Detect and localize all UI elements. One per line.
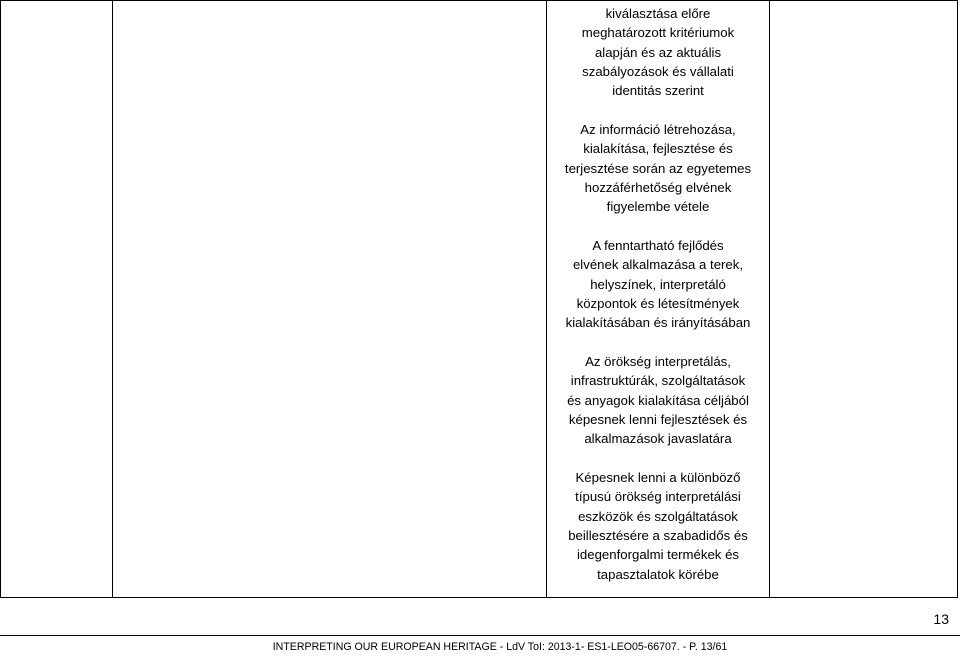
competency-cell bbox=[547, 4, 769, 584]
column-divider bbox=[112, 1, 113, 597]
page-number: 13 bbox=[933, 611, 949, 627]
footer-divider bbox=[0, 635, 960, 636]
cell-paragraph: Az információ létrehozása, kialakítása, fejlesztése és terjesztése során az egyetemes hozzáférhetőség elvének figyelembe vétele bbox=[564, 122, 752, 215]
cell-paragraph: kiválasztása előre meghatározott kritériumok alapján és az aktuális szabályozások és vállalati identitás szerint bbox=[581, 6, 735, 99]
cell-paragraph: A fenntartható fejlődés elvének alkalmazása a terek, helyszínek, interpretáló központok és létesítmények kialakításában és irányításában bbox=[565, 238, 751, 331]
cell-paragraph: Az örökség interpretálás, infrastruktúrák, szolgáltatások és anyagok kialakítása céljából képesnek lenni fejlesztések és alkalmazások javaslatára bbox=[567, 354, 749, 447]
cell-paragraph: Képesnek lenni a különböző típusú örökség interpretálási eszközök és szolgáltatások beillesztésére a szabadidős és idegenforgalmi termékek és tapasztalatok körébe bbox=[568, 470, 748, 582]
page-footer: INTERPRETING OUR EUROPEAN HERITAGE - LdV ToI: 2013-1- ES1-LEO05-66707. - P. 13/61 bbox=[272, 641, 728, 653]
column-divider bbox=[769, 1, 770, 597]
